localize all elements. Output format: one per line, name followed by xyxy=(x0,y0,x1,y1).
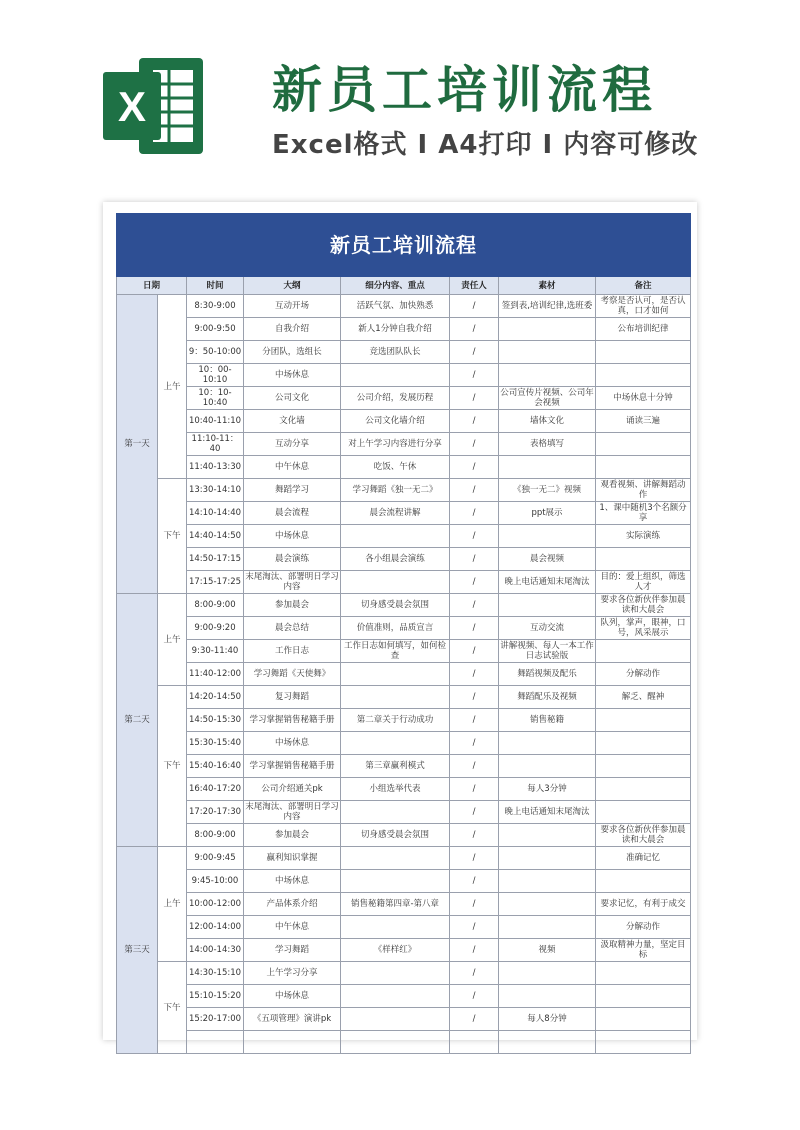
owner-cell: / xyxy=(450,571,499,594)
owner-cell: / xyxy=(450,433,499,456)
table-row xyxy=(117,640,691,663)
outline-cell: 学习舞蹈《天使舞》 xyxy=(244,663,341,686)
owner-cell: / xyxy=(450,387,499,410)
table-row xyxy=(117,1031,691,1054)
table-row xyxy=(117,755,691,778)
time-cell: 13:30-14:10 xyxy=(187,479,244,502)
material-cell xyxy=(499,985,596,1008)
owner-cell: / xyxy=(450,318,499,341)
time-cell: 9:00-9:45 xyxy=(187,847,244,870)
owner-cell: / xyxy=(450,755,499,778)
time-cell: 14:20-14:50 xyxy=(187,686,244,709)
outline-cell: 公司介绍通关pk xyxy=(244,778,341,801)
table-row xyxy=(117,318,691,341)
outline-cell: 参加晨会 xyxy=(244,824,341,847)
owner-cell: / xyxy=(450,962,499,985)
time-cell: 17:15-17:25 xyxy=(187,571,244,594)
time-cell: 14:50-15:30 xyxy=(187,709,244,732)
owner-cell: / xyxy=(450,410,499,433)
table-row xyxy=(117,456,691,479)
material-cell xyxy=(499,755,596,778)
time-cell: 9:00-9:50 xyxy=(187,318,244,341)
note-cell: 实际演练 xyxy=(596,525,691,548)
detail-cell xyxy=(341,985,450,1008)
owner-cell: / xyxy=(450,525,499,548)
detail-cell: 各小组晨会演练 xyxy=(341,548,450,571)
excel-icon xyxy=(103,58,207,154)
detail-cell: 切身感受晨会氛围 xyxy=(341,824,450,847)
header-time: 时间 xyxy=(187,277,244,295)
time-cell: 15:20-17:00 xyxy=(187,1008,244,1031)
material-cell: 讲解视频、每人一本工作日志试验版 xyxy=(500,641,594,661)
owner-cell: / xyxy=(450,686,499,709)
period-label: 上午 xyxy=(158,847,187,962)
detail-cell xyxy=(341,801,450,824)
table-row xyxy=(117,502,691,525)
table-row xyxy=(117,525,691,548)
note-cell xyxy=(596,456,691,479)
owner-cell: / xyxy=(450,594,499,617)
table-row xyxy=(117,295,691,318)
note-cell: 解乏、醒神 xyxy=(596,686,691,709)
outline-cell: 中午休息 xyxy=(244,456,341,479)
outline-cell: 产品体系介绍 xyxy=(244,893,341,916)
outline-cell: 文化墙 xyxy=(244,410,341,433)
time-cell: 8:00-9:00 xyxy=(187,594,244,617)
time-cell: 10：00-10:10 xyxy=(187,364,244,387)
table-row xyxy=(117,548,691,571)
note-cell: 观看视频、讲解舞蹈动作 xyxy=(596,479,691,502)
header-outline: 大纲 xyxy=(244,277,341,295)
time-cell: 14:00-14:30 xyxy=(187,939,244,962)
time-cell: 15:30-15:40 xyxy=(187,732,244,755)
owner-cell: / xyxy=(450,479,499,502)
outline-cell: 学习掌握销售秘籍手册 xyxy=(244,709,341,732)
header-material: 素材 xyxy=(499,277,596,295)
owner-cell: / xyxy=(450,1008,499,1031)
detail-cell xyxy=(341,364,450,387)
note-cell: 中场休息十分钟 xyxy=(596,387,691,410)
material-cell: 舞蹈配乐及视频 xyxy=(499,686,596,709)
note-cell xyxy=(596,732,691,755)
owner-cell: / xyxy=(450,824,499,847)
owner-cell: / xyxy=(450,663,499,686)
owner-cell: / xyxy=(450,732,499,755)
detail-cell: 销售秘籍第四章-第八章 xyxy=(341,893,450,916)
time-cell: 11:40-12:00 xyxy=(187,663,244,686)
owner-cell: / xyxy=(450,939,499,962)
material-cell: 签到表,培训纪律,选班委 xyxy=(499,295,596,318)
table-row xyxy=(117,479,691,502)
note-cell xyxy=(596,433,691,456)
material-cell xyxy=(499,962,596,985)
time-cell: 8:00-9:00 xyxy=(187,824,244,847)
time-cell: 11:10-11：40 xyxy=(187,433,244,456)
material-cell xyxy=(499,525,596,548)
material-cell xyxy=(499,824,596,847)
material-cell: 《独一无二》视频 xyxy=(499,479,596,502)
detail-cell: 小组选举代表 xyxy=(341,778,450,801)
note-cell xyxy=(596,985,691,1008)
outline-cell: 学习舞蹈 xyxy=(244,939,341,962)
material-cell xyxy=(499,916,596,939)
table-row xyxy=(117,433,691,456)
detail-cell xyxy=(341,525,450,548)
time-cell: 8:30-9:00 xyxy=(187,295,244,318)
outline-cell: 公司文化 xyxy=(244,387,341,410)
material-cell: 墙体文化 xyxy=(499,410,596,433)
note-cell: 公布培训纪律 xyxy=(596,318,691,341)
material-cell xyxy=(499,364,596,387)
outline-cell: 互动分享 xyxy=(244,433,341,456)
note-cell xyxy=(596,778,691,801)
note-cell: 队列，掌声，眼神，口号，风采展示 xyxy=(596,617,691,640)
detail-cell xyxy=(341,1008,450,1031)
table-row xyxy=(117,410,691,433)
table-row xyxy=(117,939,691,962)
note-cell: 考察是否认可，是否认真，口才如何 xyxy=(596,295,691,318)
owner-cell: / xyxy=(450,847,499,870)
period-label: 上午 xyxy=(158,295,187,479)
owner-cell: / xyxy=(450,801,499,824)
material-cell: ppt展示 xyxy=(499,502,596,525)
detail-cell: 第二章关于行动成功 xyxy=(341,709,450,732)
outline-cell: 工作日志 xyxy=(244,640,341,663)
material-cell: 舞蹈视频及配乐 xyxy=(499,663,596,686)
note-cell xyxy=(596,962,691,985)
time-cell: 14:50-17:15 xyxy=(187,548,244,571)
time-cell: 10:40-11:10 xyxy=(187,410,244,433)
detail-cell: 吃饭、午休 xyxy=(341,456,450,479)
time-cell: 11:40-13:30 xyxy=(187,456,244,479)
detail-cell: 公司文化墙介绍 xyxy=(341,410,450,433)
table-row xyxy=(117,916,691,939)
outline-cell xyxy=(244,1031,341,1054)
page-subtitle: Excel格式 I A4打印 I 内容可修改 xyxy=(272,130,699,160)
material-cell: 公司宣传片视频、公司年会视频 xyxy=(500,388,594,408)
owner-cell: / xyxy=(450,364,499,387)
table-row xyxy=(117,663,691,686)
note-cell: 要求各位新伙伴参加晨读和大晨会 xyxy=(596,594,691,617)
owner-cell: / xyxy=(450,916,499,939)
table-row xyxy=(117,341,691,364)
header-owner: 责任人 xyxy=(450,277,499,295)
time-cell: 14:40-14:50 xyxy=(187,525,244,548)
time-cell: 14:10-14:40 xyxy=(187,502,244,525)
table-row xyxy=(117,962,691,985)
time-cell: 10:00-12:00 xyxy=(187,893,244,916)
table-row xyxy=(117,985,691,1008)
note-cell xyxy=(596,364,691,387)
owner-cell: / xyxy=(450,502,499,525)
table-row xyxy=(117,801,691,824)
time-cell: 9:00-9:20 xyxy=(187,617,244,640)
note-cell: 汲取精神力量，坚定目标 xyxy=(596,939,691,962)
outline-cell: 互动开场 xyxy=(244,295,341,318)
period-label: 下午 xyxy=(158,479,187,594)
detail-cell: 价值准则，品质宣言 xyxy=(341,617,450,640)
table-row xyxy=(117,686,691,709)
outline-cell: 舞蹈学习 xyxy=(244,479,341,502)
outline-cell: 中场休息 xyxy=(244,525,341,548)
note-cell: 分解动作 xyxy=(596,663,691,686)
owner-cell: / xyxy=(450,548,499,571)
material-cell: 销售秘籍 xyxy=(499,709,596,732)
owner-cell: / xyxy=(450,640,499,663)
table-row xyxy=(117,870,691,893)
note-cell xyxy=(596,1008,691,1031)
detail-cell xyxy=(341,663,450,686)
material-cell: 每人3分钟 xyxy=(499,778,596,801)
material-cell: 晨会视频 xyxy=(499,548,596,571)
detail-cell xyxy=(341,962,450,985)
time-cell: 15:10-15:20 xyxy=(187,985,244,1008)
outline-cell: 学习掌握销售秘籍手册 xyxy=(244,755,341,778)
time-cell: 9:45-10:00 xyxy=(187,870,244,893)
time-cell: 9：50-10:00 xyxy=(187,341,244,364)
period-label: 下午 xyxy=(158,962,187,1054)
detail-cell: 晨会流程讲解 xyxy=(341,502,450,525)
material-cell: 视频 xyxy=(499,939,596,962)
table-row xyxy=(117,1008,691,1031)
detail-cell xyxy=(341,847,450,870)
table-banner: 新员工培训流程 xyxy=(117,214,691,277)
detail-cell: 切身感受晨会氛围 xyxy=(341,594,450,617)
outline-cell: 参加晨会 xyxy=(244,594,341,617)
header-detail: 细分内容、重点 xyxy=(341,277,450,295)
material-cell xyxy=(499,847,596,870)
outline-cell: 《五项管理》演讲pk xyxy=(244,1008,341,1031)
note-cell: 分解动作 xyxy=(596,916,691,939)
outline-cell: 中场休息 xyxy=(244,985,341,1008)
time-cell xyxy=(187,1031,244,1054)
table-row xyxy=(117,709,691,732)
owner-cell: / xyxy=(450,985,499,1008)
outline-cell: 中场休息 xyxy=(244,364,341,387)
owner-cell: / xyxy=(450,617,499,640)
owner-cell: / xyxy=(450,709,499,732)
note-cell xyxy=(596,1031,691,1054)
note-cell xyxy=(596,341,691,364)
material-cell: 晚上电话通知末尾淘汰 xyxy=(499,571,596,594)
time-cell: 17:20-17:30 xyxy=(187,801,244,824)
logo-letter: X xyxy=(117,83,147,130)
time-cell: 10：10-10:40 xyxy=(187,387,244,410)
detail-cell: 第三章赢利模式 xyxy=(341,755,450,778)
note-cell: 诵读三遍 xyxy=(596,410,691,433)
material-cell xyxy=(499,732,596,755)
material-cell xyxy=(499,318,596,341)
outline-cell: 上午学习分享 xyxy=(244,962,341,985)
note-cell xyxy=(596,548,691,571)
table-row xyxy=(117,364,691,387)
detail-cell: 竞选团队队长 xyxy=(341,341,450,364)
detail-cell: 新人1分钟自我介绍 xyxy=(341,318,450,341)
note-cell xyxy=(596,640,691,663)
day-label: 第三天 xyxy=(117,847,158,1054)
header-date: 日期 xyxy=(117,277,187,295)
owner-cell: / xyxy=(450,778,499,801)
outline-cell: 晨会流程 xyxy=(244,502,341,525)
material-cell xyxy=(499,1031,596,1054)
period-label: 下午 xyxy=(158,686,187,847)
material-cell: 每人8分钟 xyxy=(499,1008,596,1031)
note-cell: 要求各位新伙伴参加晨读和大晨会 xyxy=(596,824,691,847)
table-row xyxy=(117,824,691,847)
table-row xyxy=(117,847,691,870)
time-cell: 16:40-17:20 xyxy=(187,778,244,801)
outline-cell: 自我介绍 xyxy=(244,318,341,341)
detail-cell: 学习舞蹈《独一无二》 xyxy=(341,479,450,502)
outline-cell: 分团队，选组长 xyxy=(244,341,341,364)
owner-cell xyxy=(450,1031,499,1054)
material-cell: 互动交流 xyxy=(499,617,596,640)
note-cell xyxy=(596,870,691,893)
material-cell xyxy=(499,341,596,364)
material-cell: 表格填写 xyxy=(499,433,596,456)
detail-cell xyxy=(341,732,450,755)
outline-cell: 中午休息 xyxy=(244,916,341,939)
detail-cell xyxy=(341,1031,450,1054)
outline-cell: 末尾淘汰、部署明日学习内容 xyxy=(245,572,339,592)
detail-cell xyxy=(341,870,450,893)
note-cell: 要求记忆，有利于成交 xyxy=(596,893,691,916)
note-cell: 目的：爱上组织，筛选人才 xyxy=(596,571,691,594)
outline-cell: 复习舞蹈 xyxy=(244,686,341,709)
detail-cell: 活跃气氛、加快熟悉 xyxy=(341,295,450,318)
note-cell: 1、课中随机3个名额分享 xyxy=(596,502,691,525)
material-cell xyxy=(499,893,596,916)
note-cell xyxy=(596,709,691,732)
outline-cell: 末尾淘汰、部署明日学习内容 xyxy=(245,802,339,822)
outline-cell: 中场休息 xyxy=(244,870,341,893)
owner-cell: / xyxy=(450,870,499,893)
time-cell: 9:30-11:40 xyxy=(187,640,244,663)
table-row xyxy=(117,778,691,801)
material-cell xyxy=(499,870,596,893)
detail-cell: 工作日志如何填写，如何检查 xyxy=(341,640,450,663)
note-cell xyxy=(596,755,691,778)
header-note: 备注 xyxy=(596,277,691,295)
owner-cell: / xyxy=(450,893,499,916)
note-cell xyxy=(596,801,691,824)
table-row xyxy=(117,617,691,640)
table-row xyxy=(117,732,691,755)
owner-cell: / xyxy=(450,456,499,479)
detail-cell xyxy=(341,571,450,594)
detail-cell: 公司介绍，发展历程 xyxy=(341,387,450,410)
material-cell: 晚上电话通知末尾淘汰 xyxy=(499,801,596,824)
table-row xyxy=(117,594,691,617)
material-cell xyxy=(499,456,596,479)
note-cell: 准确记忆 xyxy=(596,847,691,870)
day-label: 第一天 xyxy=(117,295,158,594)
time-cell: 14:30-15:10 xyxy=(187,962,244,985)
outline-cell: 中场休息 xyxy=(244,732,341,755)
day-label: 第二天 xyxy=(117,594,158,847)
detail-cell xyxy=(341,686,450,709)
table-row xyxy=(117,893,691,916)
table-row xyxy=(117,387,691,410)
outline-cell: 晨会总结 xyxy=(244,617,341,640)
owner-cell: / xyxy=(450,341,499,364)
outline-cell: 赢利知识掌握 xyxy=(244,847,341,870)
detail-cell xyxy=(341,916,450,939)
page-title: 新员工培训流程 xyxy=(272,61,657,119)
training-table xyxy=(116,213,691,1054)
detail-cell: 对上午学习内容进行分享 xyxy=(341,433,450,456)
time-cell: 15:40-16:40 xyxy=(187,755,244,778)
material-cell xyxy=(499,594,596,617)
owner-cell: / xyxy=(450,295,499,318)
period-label: 上午 xyxy=(158,594,187,686)
detail-cell: 《样样红》 xyxy=(341,939,450,962)
table-row xyxy=(117,571,691,594)
time-cell: 12:00-14:00 xyxy=(187,916,244,939)
outline-cell: 晨会演练 xyxy=(244,548,341,571)
